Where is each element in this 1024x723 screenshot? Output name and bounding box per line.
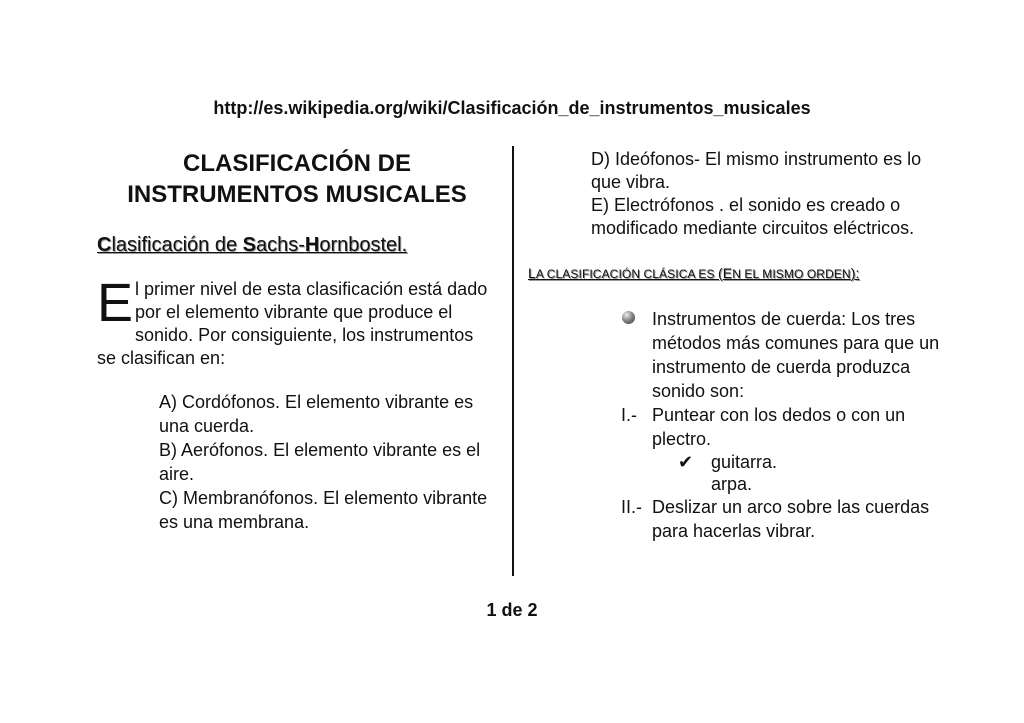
left-column (97, 148, 497, 534)
example-item (528, 473, 948, 495)
example-text: arpa. (711, 474, 753, 494)
section-paren-open: ( (717, 265, 723, 281)
subtitle-part-1: lasificación de (111, 234, 243, 256)
bullet-text: Instrumentos de cuerda: Los tres métodos más comunes para que un instrumento de cuerda produzca sonido son: (652, 309, 940, 401)
list-item: D) Ideófonos- El mismo instrumento es lo que vibra. (591, 149, 922, 192)
intro-paragraph (97, 273, 497, 370)
method-item (528, 495, 948, 543)
list-item: A) Cordófonos. El elemento vibrante es una cuerda. (159, 392, 474, 436)
bullet-sphere-icon (622, 311, 635, 324)
drop-cap: E (97, 273, 134, 333)
page-number: 1 de 2 (486, 600, 538, 620)
section-cap-l: L (528, 265, 536, 281)
method-text: Puntear con los dedos o con un plectro. (652, 405, 906, 449)
title-line-1: CLASIFICACIÓN DE (183, 150, 411, 177)
example-item (528, 451, 948, 473)
subtitle-part-3: ornbostel. (319, 234, 408, 256)
column-divider (512, 146, 514, 576)
page-title (97, 148, 497, 210)
section-paren-close: ): (850, 265, 860, 281)
example-text: guitarra. (711, 452, 778, 472)
method-number: I.- (621, 405, 637, 425)
list-item: B) Aerófonos. El elemento vibrante es el aire. (159, 440, 481, 484)
source-url[interactable]: http://es.wikipedia.org/wiki/Clasificación_de_instrumentos_musicales (213, 98, 811, 118)
subtitle-cap-h: H (304, 234, 320, 256)
list-item: E) Electrófonos . el sonido es creado o modificado mediante circuitos eléctricos. (591, 195, 915, 238)
subtitle (97, 232, 497, 258)
subtitle-cap-c: C (97, 234, 112, 256)
section-part-1: A CLASIFICACIÓN CLÁSICA ES (535, 267, 718, 281)
method-text: Deslizar un arco sobre las cuerdas para hacerlas vibrar. (652, 497, 930, 541)
right-column (528, 148, 948, 543)
list-item: C) Membranófonos. El elemento vibrante es una membrana. (159, 488, 488, 532)
subtitle-part-2: achs- (255, 234, 305, 256)
section-heading (528, 265, 948, 281)
section-part-2: N EL MISMO ORDEN (732, 267, 851, 281)
method-item (528, 403, 948, 451)
class-list-continued (591, 148, 948, 240)
class-list (159, 390, 497, 534)
checkmark-icon: ✔ (678, 452, 694, 472)
method-number: II.- (621, 497, 642, 517)
title-line-2: INSTRUMENTOS MUSICALES (127, 181, 467, 208)
section-cap-e: E (722, 265, 733, 281)
bullet-item (528, 307, 948, 403)
intro-text: l primer nivel de esta clasificación está dado por el elemento vibrante que produce el sonido. Por consiguiente, los instrumentos se clasifican en: (97, 279, 488, 368)
subtitle-cap-s: S (242, 234, 256, 256)
